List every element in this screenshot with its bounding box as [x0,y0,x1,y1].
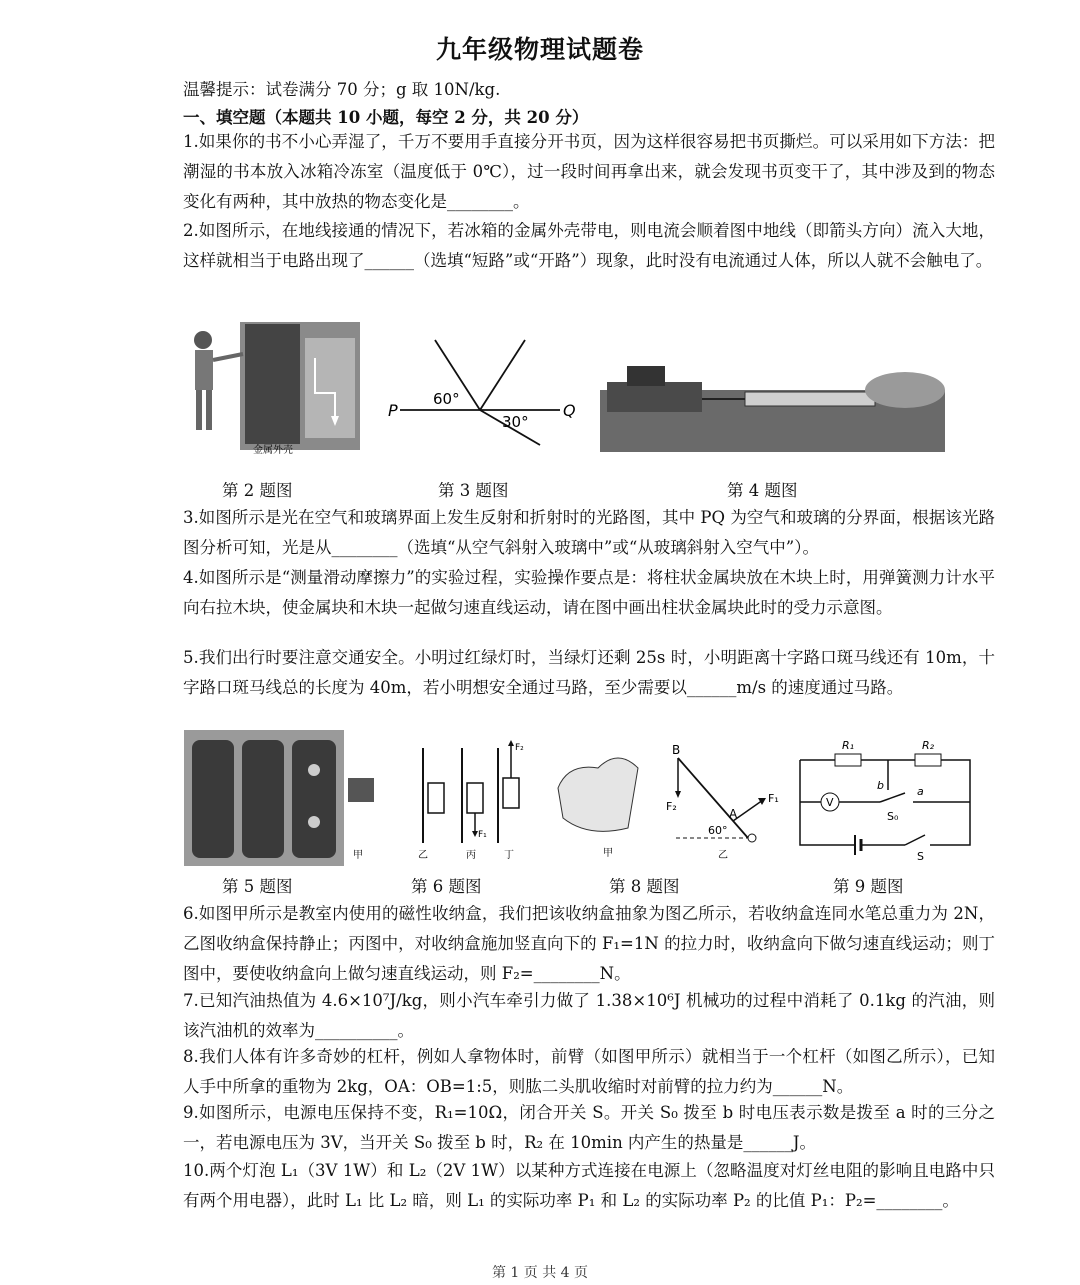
figure-2 [185,318,365,458]
arm-illustration [558,758,638,831]
label-f1: F₁ [768,792,779,805]
fridge-body [245,324,300,444]
caption-fig4: 第 4 题图 [727,481,798,500]
f1-label: F₁ [478,830,487,840]
ground-wire-panel [305,338,355,438]
label-a: a [917,785,924,798]
caption-fig5: 第 5 题图 [222,877,293,896]
label-b: b [877,779,884,792]
light-panel [292,740,336,858]
question-10: 10.两个灯泡 L₁（3V 1W）和 L₂（2V 1W）以某种方式连接在电源上（忽略温度对灯丝电阻的影响且电路中只有两个用电器），此时 L₁ 比 L₂ 暗，则 L₁ 的实际功率 P₁ 和 L₂ 的实际功率 P₂ 的比值 P₁：P₂=________。 [183,1161,995,1210]
metal-shell-label: 金属外壳 [253,445,293,456]
resistor-r1 [835,754,861,766]
person-leg [206,390,212,430]
light-panel [242,740,284,858]
resistor-r2 [915,754,941,766]
label-jia: 甲 [603,848,613,859]
label-ding: 丁 [504,850,514,861]
label-a: A [729,807,738,821]
label-s0: S₀ [887,810,899,823]
caption-fig3: 第 3 题图 [438,481,509,500]
question-5: 5.我们出行时要注意交通安全。小明过红绿灯时，当绿灯还剩 25s 时，小明距离十字路口斑马线还有 10m，十字路口斑马线总的长度为 40m，若小明想安全通过马路，至少需要以______m/s 的速度通过马路。 [183,648,995,697]
page-footer: 第 1 页 共 4 页 [491,1265,589,1281]
hand [865,372,945,408]
arrow-head-icon [675,791,681,798]
pivot-o [748,834,756,842]
figure-5 [184,730,344,866]
wood-block [607,382,702,412]
metal-block [627,366,665,386]
caption-fig2: 第 2 题图 [222,481,293,500]
label-p: P [388,401,398,420]
question-8: 8.我们人体有许多奇妙的杠杆，例如人拿物体时，前臂（如图甲所示）就相当于一个杠杆（如图乙所示），已知人手中所拿的重物为 2kg，OA：OB=1:5，则肱二头肌收缩时对前臂的拉力约为______N。 [183,1047,995,1096]
figure-3 [385,330,585,455]
figure-9 [795,735,980,865]
force-f1-arrow [733,800,763,821]
person-body [195,350,213,390]
label-yi: 乙 [418,850,428,861]
question-1: 1.如果你的书不小心弄湿了，千万不要用手直接分开书页，因为这样很容易把书页撕烂。可以采用如下方法：把潮湿的书本放入冰箱冷冻室（温度低于 0℃），过一段时间再拿出来，就会发现书页变干了，其中涉及到的物态变化有两种，其中放热的物态变化是________。 [183,132,995,211]
caption-fig8: 第 8 题图 [609,877,680,896]
caption-fig6: 第 6 题图 [411,877,482,896]
caption-fig9: 第 9 题图 [833,877,904,896]
person-leg [196,390,202,430]
label-q: Q [563,401,576,420]
box [467,783,483,813]
question-3: 3.如图所示是光在空气和玻璃界面上发生反射和折射时的光路图，其中 PQ 为空气和玻璃的分界面，根据该光路图分析可知，光是从________（选填“从空气斜射入玻璃中”或“从玻璃斜射入空气中”）。 [183,508,995,557]
voltmeter-label: V [826,796,834,809]
question-2: 2.如图所示，在地线接通的情况下，若冰箱的金属外壳带电，则电流会顺着图中地线（即箭头方向）流入大地，这样就相当于电路出现了______（选填“短路”或“开路”）现象，此时没有电流通过人体，所以人就不会触电了。 [183,221,995,270]
box [503,778,519,808]
question-6: 6.如图甲所示是教室内使用的磁性收纳盒，我们把该收纳盒抽象为图乙所示，若收纳盒连同水笔总重力为 2N，乙图收纳盒保持静止；丙图中，对收纳盒施加竖直向下的 F₁=1N 的拉力时，收纳盒向下做匀速直线运动；则丁图中，要使收纳盒向上做匀速直线运动，则 F₂=________N。 [183,904,995,983]
arrow-head-icon [508,740,514,746]
ray [480,340,525,410]
switch-s [905,835,925,845]
label-yi: 乙 [718,850,728,861]
label-f2: F₂ [666,800,677,813]
box-photo [348,778,374,802]
light-panel [192,740,234,858]
box [428,783,444,813]
angle-label: 60° [708,824,728,837]
label-b: B [672,743,681,757]
label-s: S [917,850,924,863]
page-title: 九年级物理试题卷 [435,35,644,64]
label-r1: R₁ [842,739,855,752]
question-9: 9.如图所示，电源电压保持不变，R₁=10Ω，闭合开关 S。开关 S₀ 拨至 b 时电压表示数是拨至 a 时的三分之一，若电源电压为 3V，当开关 S₀ 拨至 b 时，R₂ 在 10min 内产生的热量是______J。 [183,1103,995,1152]
angle-30-label: 30° [502,413,529,431]
arrow-head-icon [758,798,766,805]
label-r2: R₂ [922,739,935,752]
figure-4 [595,360,955,455]
switch-s0 [880,793,905,802]
tip-text: 温馨提示：试卷满分 70 分；g 取 10N/kg. [183,80,501,99]
angle-60-label: 60° [433,390,460,408]
label-bing: 丙 [466,850,476,861]
pedestrian-icon [308,816,320,828]
f2-label: F₂ [515,743,524,753]
question-7: 7.已知汽油热值为 4.6×10⁷J/kg，则小汽车牵引力做了 1.38×10⁶J 机械功的过程中消耗了 0.1kg 的汽油，则该汽油机的效率为__________。 [183,991,995,1040]
person-head [194,331,212,349]
section-heading: 一、填空题（本题共 10 小题，每空 2 分，共 20 分） [183,108,589,127]
label-jia: 甲 [353,850,363,861]
figure-8 [548,738,788,863]
person-arm [213,354,243,360]
figure-6 [348,738,538,863]
spring-scale [745,392,875,406]
pedestrian-icon [308,764,320,776]
question-4: 4.如图所示是“测量滑动摩擦力”的实验过程，实验操作要点是：将柱状金属块放在木块上时，用弹簧测力计水平向右拉木块，使金属块和木块一起做匀速直线运动，请在图中画出柱状金属块此时的受力示意图。 [183,568,995,617]
